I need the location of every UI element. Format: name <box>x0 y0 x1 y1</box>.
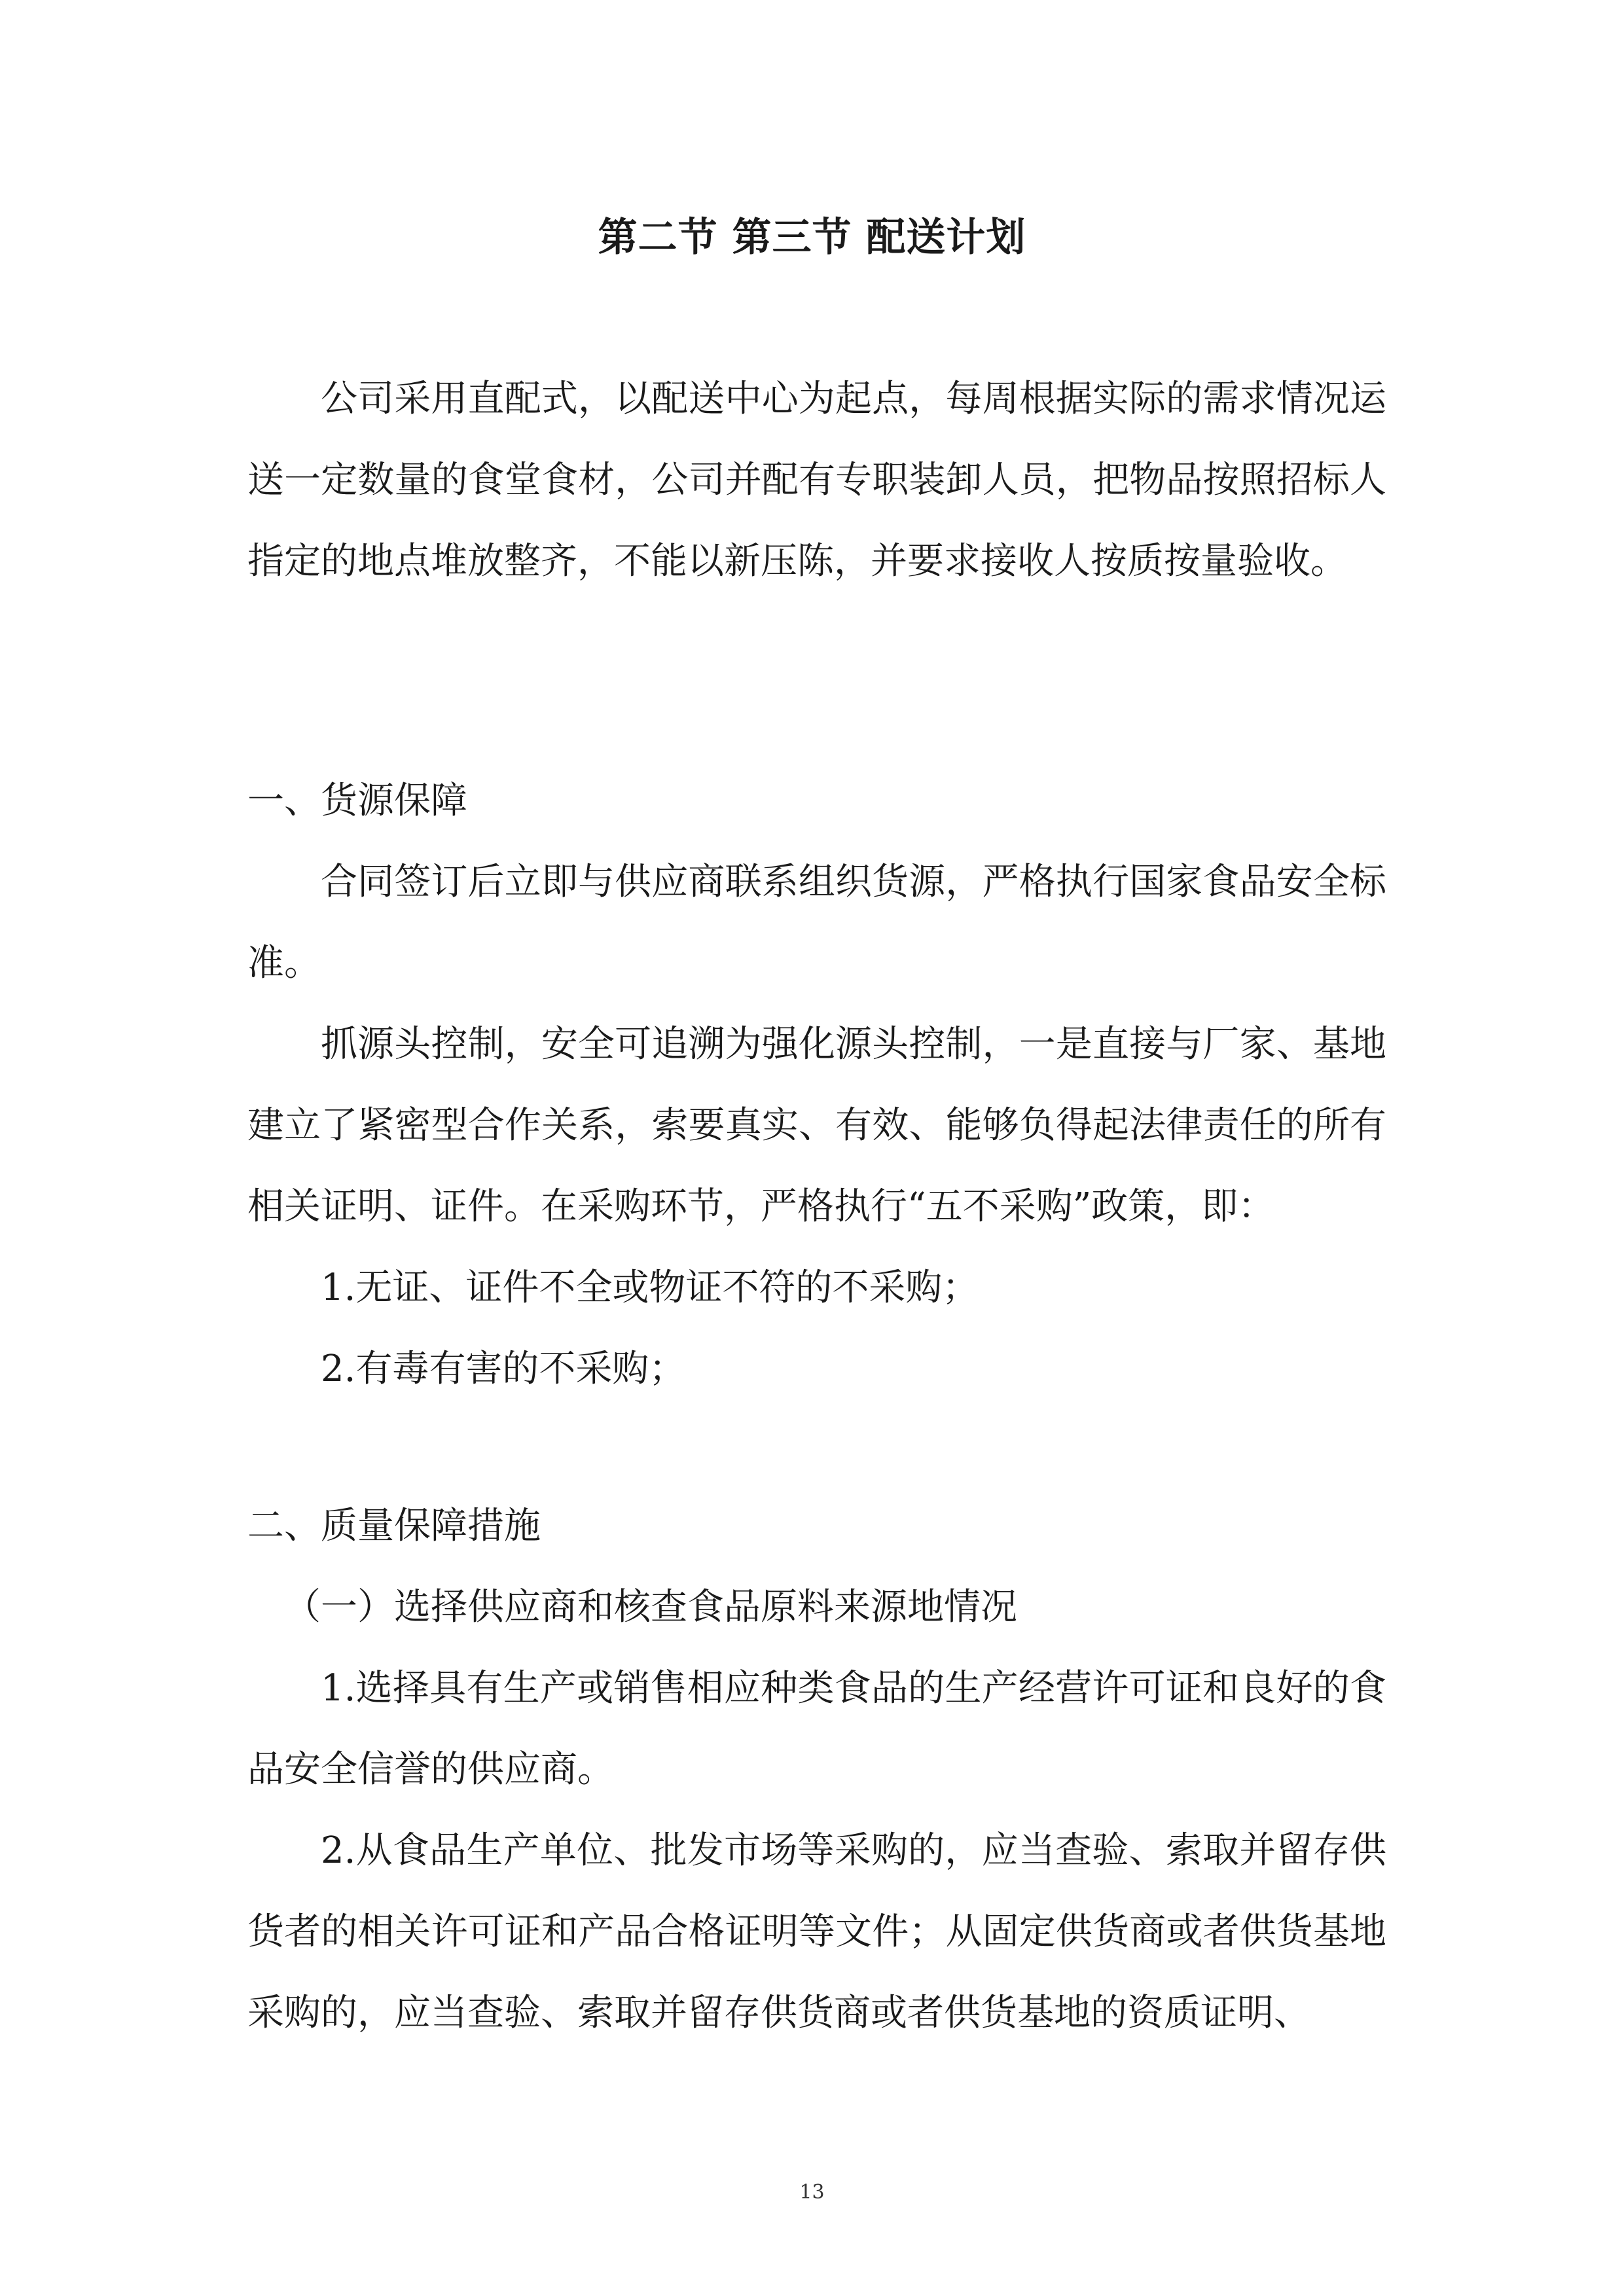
page-title: 第二节 第三节 配送计划 <box>598 215 1026 260</box>
page-number: 13 <box>799 2181 825 2204</box>
section1-paragraph-source-control: 抓源头控制，安全可追溯为强化源头控制，一是直接与厂家、基地建立了紧密型合作关系，索要真实、有效、能够负得起法律责任的所有相关证明、证件。在采购环节，严格执行“五不采购”政策，即： <box>247 1023 1386 1228</box>
section2-list-item-2: 2.从食品生产单位、批发市场等采购的，应当查验、索取并留存供货者的相关许可证和产品合格证明等文件；从固定供货商或者供货基地采购的，应当查验、索取并留存供货商或者供货基地的资质证明、 <box>247 1829 1386 2034</box>
section1-list-item-2: 2.有毒有害的不采购； <box>321 1348 686 1390</box>
section1-list-item-1: 1.无证、证件不全或物证不符的不采购； <box>321 1266 979 1309</box>
section2-subheading: （一）选择供应商和核查食品原料来源地情况 <box>284 1586 1017 1628</box>
intro-paragraph: 公司采用直配式，以配送中心为起点，每周根据实际的需求情况运送一定数量的食堂食材，公司并配有专职装卸人员，把物品按照招标人指定的地点堆放整齐，不能以新压陈，并要求接收人按质按量验收。 <box>247 378 1386 583</box>
section2-list-item-1: 1.选择具有生产或销售相应种类食品的生产经营许可证和良好的食品安全信誉的供应商。 <box>247 1667 1386 1791</box>
section1-paragraph-sourcing: 合同签订后立即与供应商联系组织货源，严格执行国家食品安全标准。 <box>247 861 1386 984</box>
section1-heading: 一、货源保障 <box>247 780 467 822</box>
section2-heading: 二、质量保障措施 <box>247 1505 541 1547</box>
